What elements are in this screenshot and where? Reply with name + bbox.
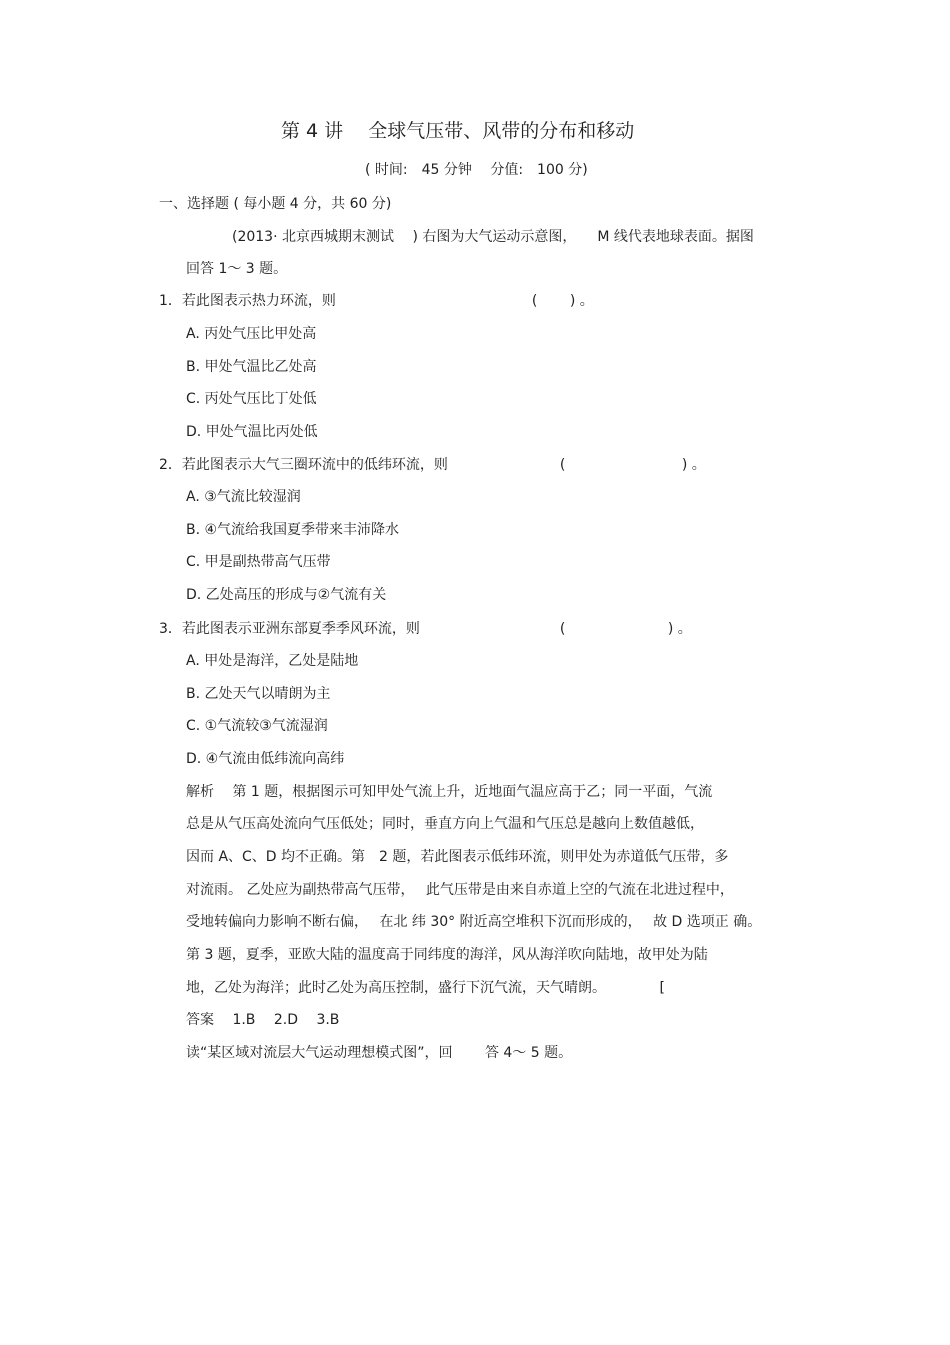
question-stem: 3．若此图表示亚洲东部夏季季风环流，则 ( ) 。 (159, 621, 692, 637)
page-title: 第 4 讲 全球气压带、风带的分布和移动 (281, 120, 635, 142)
analysis-line: 受地转偏向力影响不断右偏， 在北 纬 30° 附近高空堆积下沉而形成的， 故 D 选项正 确。 (186, 914, 762, 930)
question-option: C. 丙处气压比丁处低 (186, 391, 317, 407)
section-heading: 一、选择题 ( 每小题 4 分，共 60 分) (159, 196, 392, 212)
question-option: B. 甲处气温比乙处高 (186, 359, 317, 375)
analysis-line: 解析 第 1 题，根据图示可知甲处气流上升，近地面气温应高于乙；同一平面，气流 (186, 784, 713, 800)
time-score-note: ( 时间: 45 分钟 分值: 100 分) (365, 162, 588, 178)
question-option: B. ④气流给我国夏季带来丰沛降水 (186, 522, 400, 538)
question-option: A. ③气流比较湿润 (186, 489, 301, 505)
read-prompt: 读“某区域对流层大气运动理想模式图”，回 答 4～ 5 题。 (186, 1045, 573, 1061)
question-option: D. 乙处高压的形成与②气流有关 (186, 587, 387, 603)
analysis-line: 对流雨。 乙处应为副热带高气压带， 此气压带是由来自赤道上空的气流在北进过程中， (186, 882, 734, 898)
analysis-line: 因而 A、C、D 均不正确。第 2 题，若此图表示低纬环流，则甲处为赤道低气压带，多 (186, 849, 729, 865)
question-option: C. ①气流较③气流湿润 (186, 718, 328, 734)
analysis-line: 总是从气压高处流向气压低处；同时，垂直方向上气温和气压总是越向上数值越低， (186, 816, 704, 832)
question-option: A. 甲处是海洋，乙处是陆地 (186, 653, 359, 669)
question-option: D. ④气流由低纬流向高纬 (186, 751, 345, 767)
answer-line: 答案 1.B 2.D 3.B (186, 1012, 340, 1028)
question-stem: 2．若此图表示大气三圈环流中的低纬环流，则 ( ) 。 (159, 457, 706, 473)
intro-line: (2013· 北京西城期末测试 ) 右图为大气运动示意图， M 线代表地球表面。据图 (232, 229, 754, 245)
question-option: A. 丙处气压比甲处高 (186, 326, 317, 342)
question-option: D. 甲处气温比丙处低 (186, 424, 318, 440)
question-stem: 1．若此图表示热力环流，则 ( ) 。 (159, 293, 594, 309)
intro-line: 回答 1～ 3 题。 (186, 261, 288, 277)
analysis-line: 第 3 题，夏季，亚欧大陆的温度高于同纬度的海洋，风从海洋吹向陆地，故甲处为陆 (186, 947, 708, 963)
question-option: B. 乙处天气以晴朗为主 (186, 686, 331, 702)
analysis-line: 地，乙处为海洋；此时乙处为高压控制，盛行下沉气流，天气晴朗。 [ (186, 980, 665, 996)
question-option: C. 甲是副热带高气压带 (186, 554, 331, 570)
